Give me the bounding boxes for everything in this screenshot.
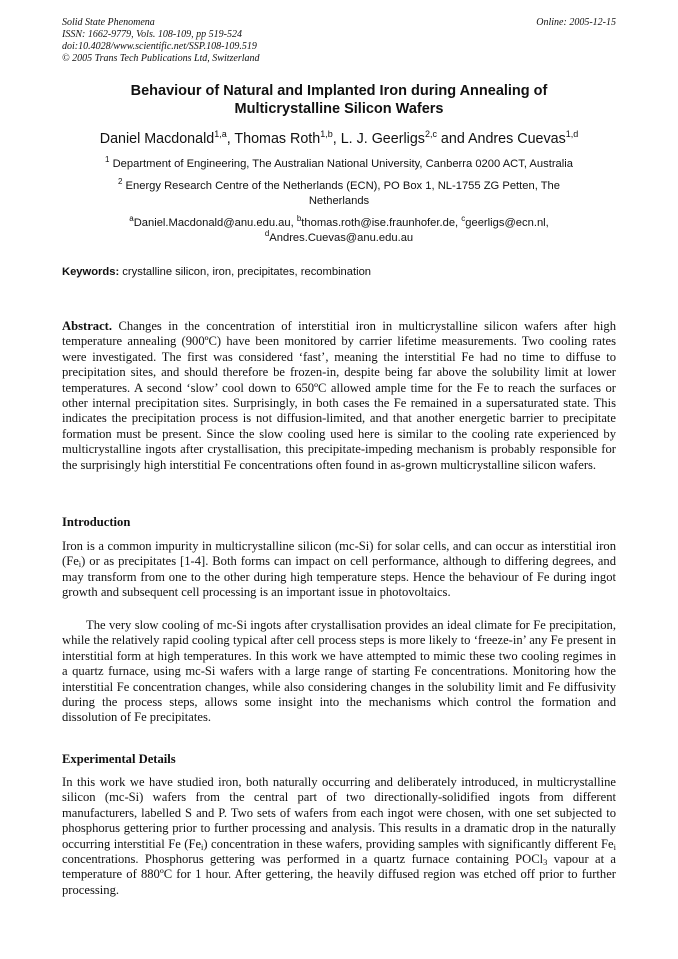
email-mark: a <box>129 214 134 223</box>
subscript: i <box>78 559 82 570</box>
subscript: i <box>613 841 616 852</box>
author-affiliation-mark: 1,d <box>565 129 579 139</box>
introduction-paragraph-2: The very slow cooling of mc-Si ingots after crystallisation provides an ideal climate for Fe precipitation, while the relatively rapid cooling typical after cell process steps is more likely to ‘freeze-in’ any Fe present in interstitial form at high temperatures. In this work we have attempted to mimic these two cooling regimes in a quartz furnace, using mc-Si wafers with a large range of starting Fe concentrations. Monitoring how the interstitial Fe concentration changes, while also considering changes in the solubility limit and Fe diffusivity during the process steps, allows some insight into the mechanisms which control the formation and dissolution of Fe precipitates. <box>62 618 616 725</box>
title-line-1: Behaviour of Natural and Implanted Iron during Annealing of <box>130 83 548 99</box>
email-address: geerligs@ecn.nl, <box>465 217 549 229</box>
paragraph-text: Iron is a common impurity in multicrystalline silicon (mc-Si) for solar cells, and can occur as interstitial iron (Fe <box>62 539 616 569</box>
subscript: 3 <box>543 857 548 868</box>
email-mark: d <box>264 228 270 238</box>
affiliation-mark: 1 <box>105 155 110 164</box>
affiliation-2 <box>62 179 616 208</box>
paragraph-text: vapour at a temperature of 880ºC for 1 hour. After gettering, the heavily diffused region was etched off prior to further processing. <box>62 852 616 897</box>
journal-header <box>62 17 260 65</box>
email-address: Andres.Cuevas@anu.edu.au <box>269 231 414 244</box>
title-line-2: Multicrystalline Silicon Wafers <box>234 101 444 117</box>
author-name: Thomas Roth <box>234 131 321 147</box>
keywords <box>62 265 622 279</box>
journal-name: Solid State Phenomena <box>62 17 155 28</box>
keywords-text: crystalline silicon, iron, precipitates, recombination <box>119 266 372 278</box>
email-list <box>62 216 616 245</box>
affiliation-text: Energy Research Centre of the Netherlands (ECN), PO Box 1, NL-1755 ZG Petten, The <box>125 180 560 192</box>
paragraph-text: concentrations. Phosphorus gettering was performed in a quartz furnace containing POCl <box>62 852 544 867</box>
email-mark: c <box>461 214 466 223</box>
author-separator: and <box>436 131 468 147</box>
affiliation-text: Department of Engineering, The Australian National University, Canberra 0200 ACT, Australia <box>112 158 573 170</box>
subscript: i <box>201 841 204 852</box>
online-date: Online: 2005-12-15 <box>536 17 616 28</box>
doi-line: doi:10.4028/www.scientific.net/SSP.108-109.519 <box>62 41 257 52</box>
copyright-line: © 2005 Trans Tech Publications Ltd, Switzerland <box>62 53 260 64</box>
author-name: L. J. Geerligs <box>340 131 425 147</box>
author-separator: , <box>332 131 341 147</box>
experimental-paragraph-1 <box>62 775 616 898</box>
author-affiliation-mark: 2,c <box>424 129 437 139</box>
abstract-label: Abstract. <box>62 319 113 333</box>
email-mark: b <box>296 214 302 223</box>
email-address: thomas.roth@ise.fraunhofer.de, <box>301 217 462 229</box>
affiliation-mark: 2 <box>117 177 123 186</box>
author-name: Andres Cuevas <box>467 131 566 147</box>
introduction-paragraph-1 <box>62 539 616 601</box>
abstract-text: Changes in the concentration of interstitial iron in multicrystalline silicon wafers after high temperature annealing (900ºC) have been monitored by carrier lifetime measurements. Two cooling rates were investigated. The first was considered ‘fast’, meaning the interstitial Fe had no time to diffuse to precipitation sites, and should therefore be frozen-in, despite being far above the solubility limit at lower temperatures. A second ‘slow’ cool down to 650ºC allowed ample time for the Fe to reach the surfaces or other internal precipitation sites. Surprisingly, in both cases the Fe remained in a supersaturated state. This indicates the precipitation process is not diffusion-limited, and that another energetic barrier to precipitate formation must be present. Since the slow cooling used here is similar to the cooling rate experienced by multicrystalline ingots after crystallisation, this precipitate-impeding mechanism is probably responsible for the surprisingly high interstitial Fe concentrations often found in as-grown multicrystalline silicon wafers. <box>62 319 616 472</box>
affiliation-1 <box>62 157 616 172</box>
author-affiliation-mark: 1,a <box>214 129 227 139</box>
author-separator: , <box>226 131 235 147</box>
section-heading-experimental: Experimental Details <box>62 752 176 766</box>
abstract <box>62 319 616 473</box>
paper-title <box>62 82 616 118</box>
affiliation-text-cont: Netherlands <box>308 194 370 207</box>
issn-line: ISSN: 1662-9779, Vols. 108-109, pp 519-524 <box>62 29 242 40</box>
section-heading-introduction: Introduction <box>62 515 131 529</box>
author-name: Daniel Macdonald <box>99 131 215 147</box>
paragraph-text: ) concentration in these wafers, providing samples with significantly different Fe <box>203 836 614 851</box>
keywords-label: Keywords: <box>62 266 120 278</box>
author-affiliation-mark: 1,b <box>320 129 333 139</box>
paragraph-text: ) or as precipitates [1-4]. Both forms can impact on cell performance, although to differing degrees, and may transform from one to the other during high temperature steps. Hence the behaviour of Fe during ingot growth and subsequent cell processing is an important issue in photovoltaics. <box>62 554 616 600</box>
email-address: Daniel.Macdonald@anu.edu.au, <box>133 217 297 229</box>
paragraph-text: In this work we have studied iron, both naturally occurring and deliberately introduced, in multicrystalline silicon (mc-Si) wafers from the central part of two directionally-solidified ingots from different manufacturers, labelled S and P. Two sets of wafers from each ingot were chosen, with one set subjected to phosphorus gettering prior to further processing and analysis. This results in a dramatic drop in the naturally occurring interstitial Fe (Fe <box>62 775 616 851</box>
author-list <box>30 130 648 148</box>
